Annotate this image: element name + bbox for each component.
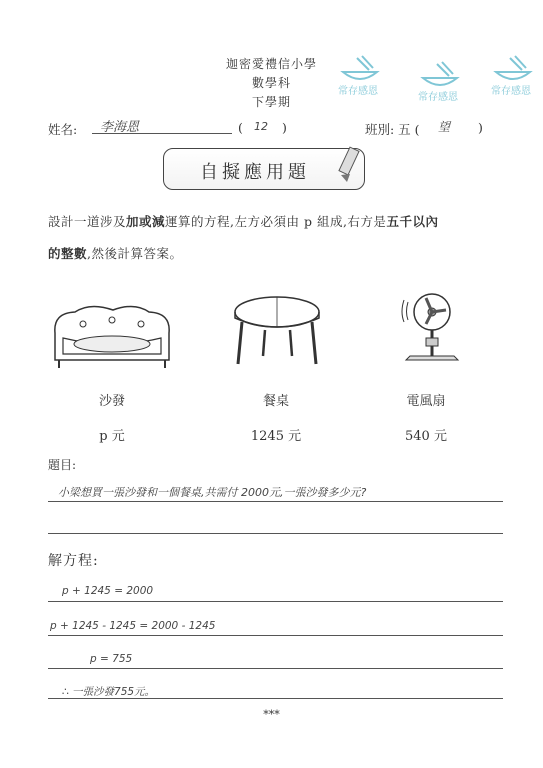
item-price-table: 1245 元 [250, 429, 302, 444]
class-number: 12 [254, 120, 268, 133]
question-text: 運算的方程,左方必須由 p 組成,右方是 [165, 214, 387, 229]
sofa-illustration [45, 298, 180, 377]
item-price-sofa: p 元 [99, 429, 125, 444]
question-line-2 [48, 244, 183, 262]
item-name-table: 餐桌 [262, 394, 289, 409]
pencil-icon [332, 146, 366, 188]
answer-line [48, 501, 503, 502]
solution-rule [48, 601, 503, 602]
question-line-1 [48, 212, 508, 230]
question-bold: 的整數 [48, 246, 88, 261]
school-name: 迦密愛禮信小學 [225, 57, 317, 71]
name-value: 李海恩 [100, 120, 140, 135]
subject-name: 數學科 [251, 76, 291, 90]
class-label: 班別: 五 ( [365, 122, 420, 137]
solution-line-3: p = 755 [90, 653, 133, 665]
question-text: ,然後計算答案。 [87, 246, 183, 261]
fan-illustration [396, 290, 466, 374]
term-name: 下學期 [251, 95, 291, 109]
solution-line-2: p + 1245 - 1245 = 2000 - 1245 [50, 620, 216, 632]
problem-label: 題目: [48, 458, 77, 472]
solution-rule [48, 698, 503, 699]
question-text: 設計一道涉及 [48, 214, 127, 229]
solution-label: 解方程: [48, 553, 99, 569]
table-illustration [230, 292, 325, 376]
worksheet-title: 自擬應用題 [200, 162, 310, 183]
class-close: ) [478, 120, 483, 135]
number-close: ) [282, 120, 287, 135]
number-open: ( [238, 120, 243, 135]
stamp-label: 常存感恩 [338, 86, 378, 97]
class-value: 望 [438, 120, 451, 134]
solution-line-1: p + 1245 = 2000 [62, 585, 154, 597]
problem-answer: 小梁想買一張沙發和一個餐桌,共需付 2000元,一張沙發多少元? [58, 486, 367, 499]
stamp-label: 常存感恩 [418, 92, 458, 103]
name-label: 姓名: [48, 122, 78, 137]
item-name-fan: 電風扇 [406, 394, 446, 409]
item-price-fan: 540 元 [405, 429, 447, 444]
solution-rule [48, 635, 503, 636]
solution-line-4: ∴ 一張沙發755元。 [62, 686, 156, 698]
answer-line [48, 533, 503, 534]
solution-rule [48, 668, 503, 669]
item-name-sofa: 沙發 [98, 394, 125, 409]
question-bold: 加或減 [126, 214, 166, 229]
question-bold: 五千以內 [386, 214, 439, 229]
stamp-label: 常存感恩 [491, 86, 531, 97]
footer-stars: *** [263, 708, 280, 721]
